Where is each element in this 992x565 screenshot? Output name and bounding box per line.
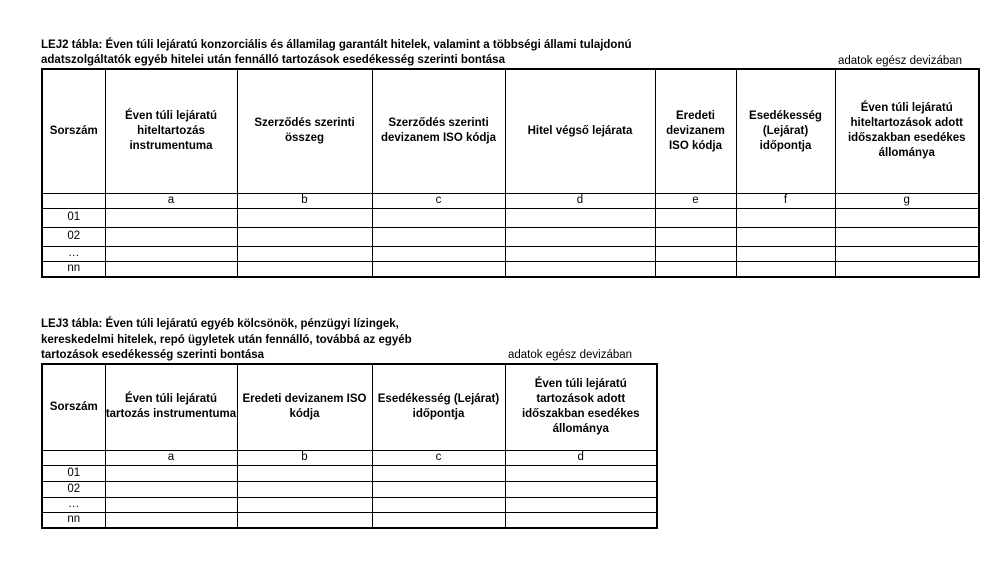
table-row — [42, 246, 979, 261]
lej3-title-line1: LEJ3 tábla: Éven túli lejáratú egyéb kölcsönök, pénzügyi lízingek, — [41, 318, 399, 330]
table-cell[interactable] — [237, 465, 372, 481]
table-cell[interactable] — [372, 465, 505, 481]
table-cell[interactable] — [505, 481, 657, 497]
table-cell[interactable] — [372, 261, 505, 277]
table-cell[interactable] — [655, 208, 736, 227]
lej3-header-c: Esedékesség (Lejárat) időpontja — [372, 364, 505, 450]
table-cell[interactable] — [237, 497, 372, 512]
lej3-note: adatok egész devizában — [508, 349, 633, 361]
lej2-letter-b: b — [237, 193, 372, 208]
lej2-letter-e: e — [655, 193, 736, 208]
lej3-table — [41, 363, 658, 529]
lej2-letter-row — [42, 193, 979, 208]
table-row — [42, 227, 979, 246]
table-cell[interactable] — [105, 227, 237, 246]
lej2-row-number: … — [42, 246, 105, 261]
table-cell[interactable] — [736, 208, 835, 227]
lej2-letter-g: g — [835, 193, 979, 208]
table-cell[interactable] — [655, 246, 736, 261]
table-cell[interactable] — [655, 227, 736, 246]
lej2-letter-c: c — [372, 193, 505, 208]
table-cell[interactable] — [835, 208, 979, 227]
lej2-header-row — [42, 69, 979, 193]
lej2-letter-f: f — [736, 193, 835, 208]
table-cell[interactable] — [736, 227, 835, 246]
lej3-letter-b: b — [237, 450, 372, 465]
table-cell[interactable] — [105, 208, 237, 227]
lej3-letter-d: d — [505, 450, 657, 465]
table-cell[interactable] — [237, 261, 372, 277]
table-cell[interactable] — [736, 261, 835, 277]
lej3-header-a: Éven túli lejáratú tartozás instrumentuma — [105, 364, 237, 450]
table-cell[interactable] — [372, 481, 505, 497]
lej3-letter-0 — [42, 450, 105, 465]
lej3-row-number: 01 — [42, 465, 105, 481]
lej3-title-line2: kereskedelmi hitelek, repó ügyletek után fennálló, továbbá az egyéb — [41, 334, 412, 346]
table-cell[interactable] — [655, 261, 736, 277]
table-cell[interactable] — [835, 227, 979, 246]
table-cell[interactable] — [372, 512, 505, 528]
table-row — [42, 497, 657, 512]
table-cell[interactable] — [505, 246, 655, 261]
lej3-header-d: Éven túli lejáratú tartozások adott időszakban esedékes állománya — [505, 364, 657, 450]
table-cell[interactable] — [237, 512, 372, 528]
table-cell[interactable] — [237, 208, 372, 227]
lej2-letter-a: a — [105, 193, 237, 208]
table-row — [42, 481, 657, 497]
lej3-header-sorszam: Sorszám — [42, 364, 105, 450]
lej2-letter-0 — [42, 193, 105, 208]
lej3-letter-c: c — [372, 450, 505, 465]
lej2-header-sorszam: Sorszám — [42, 69, 105, 193]
table-cell[interactable] — [505, 465, 657, 481]
lej2-header-a: Éven túli lejáratú hiteltartozás instrumentuma — [105, 69, 237, 193]
table-cell[interactable] — [372, 208, 505, 227]
table-cell[interactable] — [835, 246, 979, 261]
table-cell[interactable] — [105, 512, 237, 528]
table-cell[interactable] — [237, 246, 372, 261]
lej2-table — [41, 68, 980, 278]
table-cell[interactable] — [105, 465, 237, 481]
table-cell[interactable] — [505, 208, 655, 227]
table-cell[interactable] — [105, 497, 237, 512]
lej2-header-g: Éven túli lejáratú hiteltartozások adott időszakban esedékes állománya — [835, 69, 979, 193]
table-cell[interactable] — [736, 246, 835, 261]
lej2-header-d: Hitel végső lejárata — [505, 69, 655, 193]
table-cell[interactable] — [835, 261, 979, 277]
table-cell[interactable] — [505, 512, 657, 528]
lej3-title-line3: tartozások esedékesség szerinti bontása — [41, 349, 265, 361]
table-cell[interactable] — [372, 246, 505, 261]
table-cell[interactable] — [237, 481, 372, 497]
lej3-row-number: nn — [42, 512, 105, 528]
table-cell[interactable] — [505, 497, 657, 512]
lej2-row-number: 02 — [42, 227, 105, 246]
table-cell[interactable] — [372, 497, 505, 512]
lej3-header-row — [42, 364, 657, 450]
lej2-row-number: nn — [42, 261, 105, 277]
table-row — [42, 512, 657, 528]
lej3-letter-a: a — [105, 450, 237, 465]
lej2-header-c: Szerződés szerinti devizanem ISO kódja — [372, 69, 505, 193]
table-cell[interactable] — [505, 261, 655, 277]
lej2-title-line1: LEJ2 tábla: Éven túli lejáratú konzorciális és államilag garantált hitelek, valamint a többségi állami tulajdonú — [41, 39, 632, 51]
lej2-letter-d: d — [505, 193, 655, 208]
lej2-header-f: Esedékesség (Lejárat) időpontja — [736, 69, 835, 193]
lej2-note: adatok egész devizában — [838, 55, 963, 67]
lej3-letter-row — [42, 450, 657, 465]
table-cell[interactable] — [505, 227, 655, 246]
table-cell[interactable] — [237, 227, 372, 246]
table-row — [42, 208, 979, 227]
table-cell[interactable] — [105, 261, 237, 277]
table-row — [42, 261, 979, 277]
lej3-row-number: 02 — [42, 481, 105, 497]
table-cell[interactable] — [105, 481, 237, 497]
table-cell[interactable] — [105, 246, 237, 261]
table-cell[interactable] — [372, 227, 505, 246]
lej2-header-e: Eredeti devizanem ISO kódja — [655, 69, 736, 193]
table-row — [42, 465, 657, 481]
lej2-title-line2: adatszolgáltatók egyéb hitelei után fennálló tartozások esedékesség szerinti bontása — [41, 54, 505, 66]
lej3-header-b: Eredeti devizanem ISO kódja — [237, 364, 372, 450]
lej2-row-number: 01 — [42, 208, 105, 227]
lej2-header-b: Szerződés szerinti összeg — [237, 69, 372, 193]
lej3-row-number: … — [42, 497, 105, 512]
